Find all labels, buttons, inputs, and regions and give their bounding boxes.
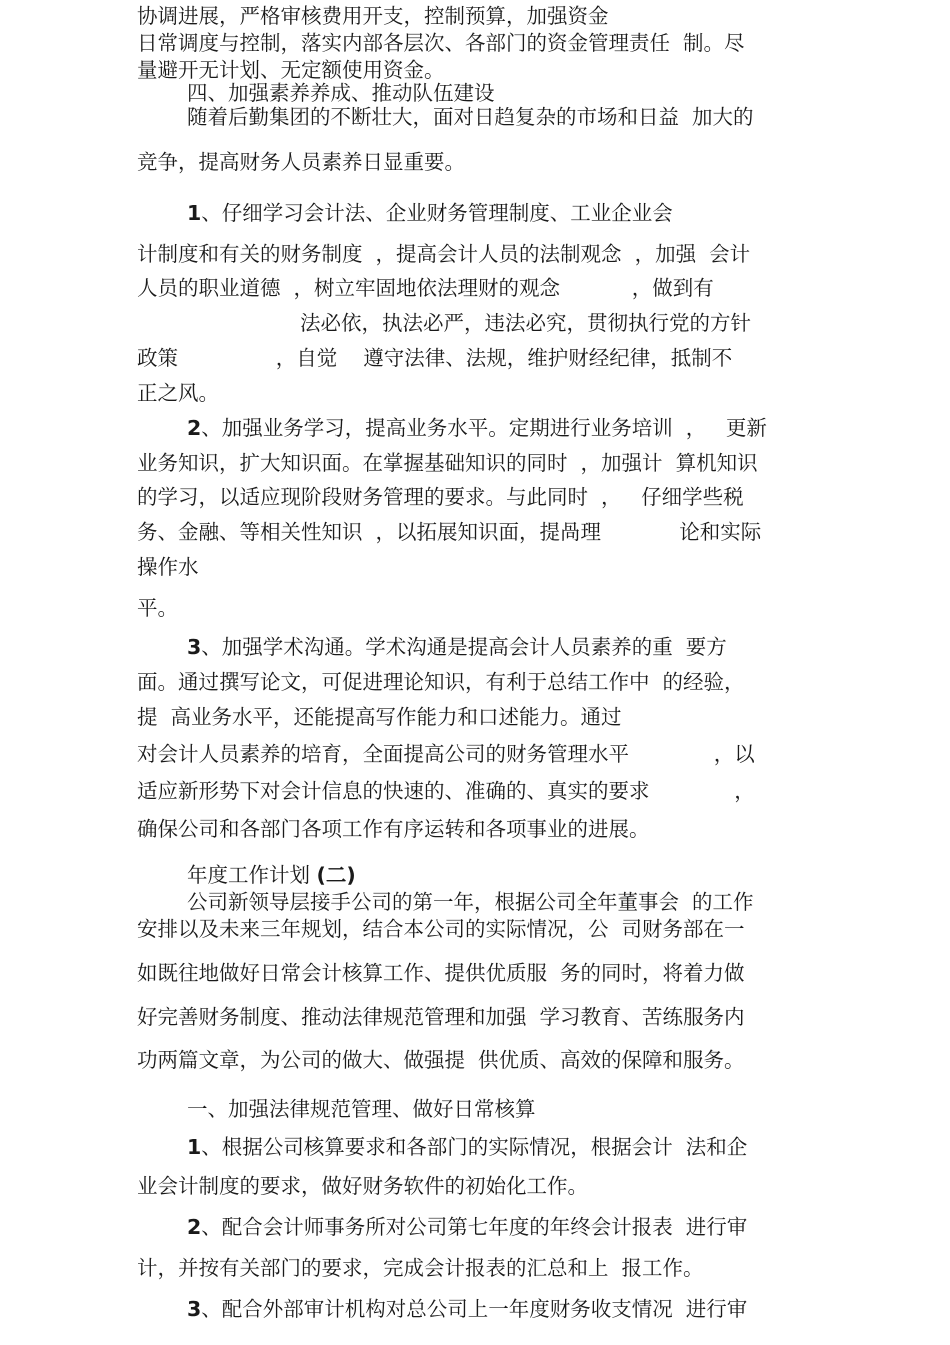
text-line: 功两篇文章，为公司的做大、做强提 供优质、高效的保障和服务。	[137, 1048, 745, 1072]
item-number: 3	[187, 1297, 202, 1321]
list-item	[187, 1214, 747, 1240]
section-title	[187, 862, 356, 888]
item-number: 1	[187, 201, 202, 225]
text-line: 的学习，以适应现阶段财务管理的要求。与此同时 ， 仔细学些税	[137, 485, 744, 509]
text-line: 提 高业务水平，还能提高写作能力和口述能力。通过	[137, 705, 622, 729]
text-line: 安排以及未来三年规划，结合本公司的实际情况，公 司财务部在一	[137, 917, 745, 941]
item-text: 、仔细学习会计法、企业财务管理制度、工业企业会	[201, 201, 673, 225]
item-number: 2	[187, 416, 202, 440]
plan-subtitle: (二)	[316, 863, 356, 887]
text-line: 操作水	[137, 555, 199, 579]
item-number: 2	[187, 1215, 202, 1239]
text-line: 人员的职业道德 ，树立牢固地依法理财的观念 ，做到有	[137, 276, 714, 300]
text-line: 适应新形势下对会计信息的快速的、准确的、真实的要求 ，	[137, 779, 755, 803]
text-line: 平。	[137, 596, 178, 620]
text-line: 协调进展，严格审核费用开支，控制预算，加强资金	[137, 4, 609, 28]
item-text: 、配合外部审计机构对总公司上一年度财务收支情况 进行审	[201, 1297, 748, 1321]
item-text: 、加强业务学习，提高业务水平。定期进行业务培训 ， 更新	[201, 416, 767, 440]
text-line: 日常调度与控制，落实内部各层次、各部门的资金管理责任 制。尽	[137, 31, 745, 55]
text-line: 竞争，提高财务人员素养日显重要。	[137, 150, 465, 174]
text-line: 面。通过撰写论文，可促进理论知识，有利于总结工作中 的经验，	[137, 670, 745, 694]
text-line: 计制度和有关的财务制度 ，提高会计人员的法制观念 ，加强 会计	[137, 242, 751, 266]
list-item	[187, 415, 767, 441]
item-number: 3	[187, 635, 202, 659]
item-number: 1	[187, 1135, 202, 1159]
section-heading: 一、加强法律规范管理、做好日常核算	[187, 1097, 536, 1121]
section-heading: 四、加强素养养成、推动队伍建设	[187, 81, 495, 105]
list-item	[187, 1296, 747, 1322]
list-item	[187, 200, 673, 226]
text-line: 确保公司和各部门各项工作有序运转和各项事业的进展。	[137, 817, 650, 841]
text-line: 业务知识，扩大知识面。在掌握基础知识的同时 ，加强计 算机知识	[137, 451, 758, 475]
list-item	[187, 1134, 747, 1160]
text-line: 计，并按有关部门的要求，完成会计报表的汇总和上 报工作。	[137, 1256, 704, 1280]
text-line: 随着后勤集团的不断壮大，面对日趋复杂的市场和日益 加大的	[187, 105, 754, 129]
text-line: 量避开无计划、无定额使用资金。	[137, 58, 445, 82]
text-line: 正之风。	[137, 381, 219, 405]
list-item	[187, 634, 727, 660]
text-line: 业会计制度的要求，做好财务软件的初始化工作。	[137, 1174, 588, 1198]
plan-title: 年度工作计划	[187, 863, 310, 887]
text-line: 政策 ，自觉 遵守法律、法规，维护财经纪律，抵制不	[137, 346, 733, 370]
text-line: 公司新领导层接手公司的第一年，根据公司全年董事会 的工作	[187, 890, 754, 914]
text-line: 务、金融、等相关性知识 ，以拓展知识面，提咼理 论和实际	[137, 520, 762, 544]
item-text: 、根据公司核算要求和各部门的实际情况，根据会计 法和企	[201, 1135, 748, 1159]
text-line: 对会计人员素养的培育，全面提高公司的财务管理水平 ，以	[137, 742, 755, 766]
item-text: 、加强学术沟通。学术沟通是提高会计人员素养的重 要方	[201, 635, 727, 659]
text-line: 好完善财务制度、推动法律规范管理和加强 学习教育、苦练服务内	[137, 1005, 745, 1029]
item-text: 、配合会计师事务所对公司第七年度的年终会计报表 进行审	[201, 1215, 748, 1239]
text-line: 如既往地做好日常会计核算工作、提供优质服 务的同时，将着力做	[137, 961, 745, 985]
text-line: 法必依，执法必严，违法必究，贯彻执行党的方针	[300, 311, 751, 335]
